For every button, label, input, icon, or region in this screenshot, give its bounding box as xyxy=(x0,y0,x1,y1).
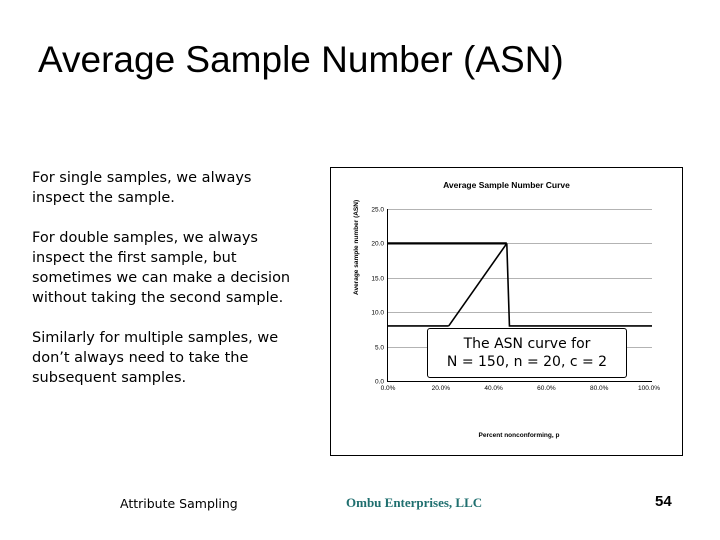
x-tick-label: 80.0% xyxy=(589,385,609,392)
chart-y-axis-title: Average sample number (ASN) xyxy=(353,199,360,295)
callout-text xyxy=(447,335,607,371)
asn-callout xyxy=(427,328,627,378)
asn-chart-panel xyxy=(330,167,683,456)
y-tick-label: 10.0 xyxy=(371,309,384,317)
y-tick-label: 25.0 xyxy=(371,206,384,214)
x-tick-label: 20.0% xyxy=(431,385,451,392)
chart-title: Average Sample Number Curve xyxy=(443,180,570,190)
x-tick-label: 40.0% xyxy=(484,385,503,392)
footer-left-label: Attribute Sampling xyxy=(120,496,238,511)
chart-x-axis-title: Percent nonconforming, p xyxy=(478,432,560,439)
body-paragraph-1: For single samples, we always inspect the sample. xyxy=(32,170,252,206)
body-paragraph-2: For double samples, we always inspect the first sample, but sometimes we can make a decision without taking the second sample. xyxy=(32,230,291,306)
y-tick-label: 0.0 xyxy=(374,378,384,386)
x-tick-label: 0.0% xyxy=(380,385,396,392)
callout-line-2: N = 150, n = 20, c = 2 xyxy=(446,354,608,370)
y-tick-label: 20.0 xyxy=(371,240,384,248)
page-title: Average Sample Number (ASN) xyxy=(38,39,564,80)
callout-line-1: The ASN curve for xyxy=(463,336,591,352)
body-paragraph-3: Similarly for multiple samples, we don’t always need to take the subsequent samples. xyxy=(32,330,279,386)
x-tick-label: 60.0% xyxy=(537,385,556,392)
x-tick-label: 100.0% xyxy=(637,385,661,392)
body-text xyxy=(32,168,300,388)
y-tick-label: 15.0 xyxy=(371,275,384,283)
y-tick-label: 5.0 xyxy=(374,344,384,352)
gridline-0 xyxy=(374,378,652,386)
asn-curve-segment xyxy=(507,243,652,326)
footer-page-number: 54 xyxy=(655,493,672,510)
footer-company-label: Ombu Enterprises, LLC xyxy=(346,495,483,510)
asn-curve-segment xyxy=(449,243,507,326)
